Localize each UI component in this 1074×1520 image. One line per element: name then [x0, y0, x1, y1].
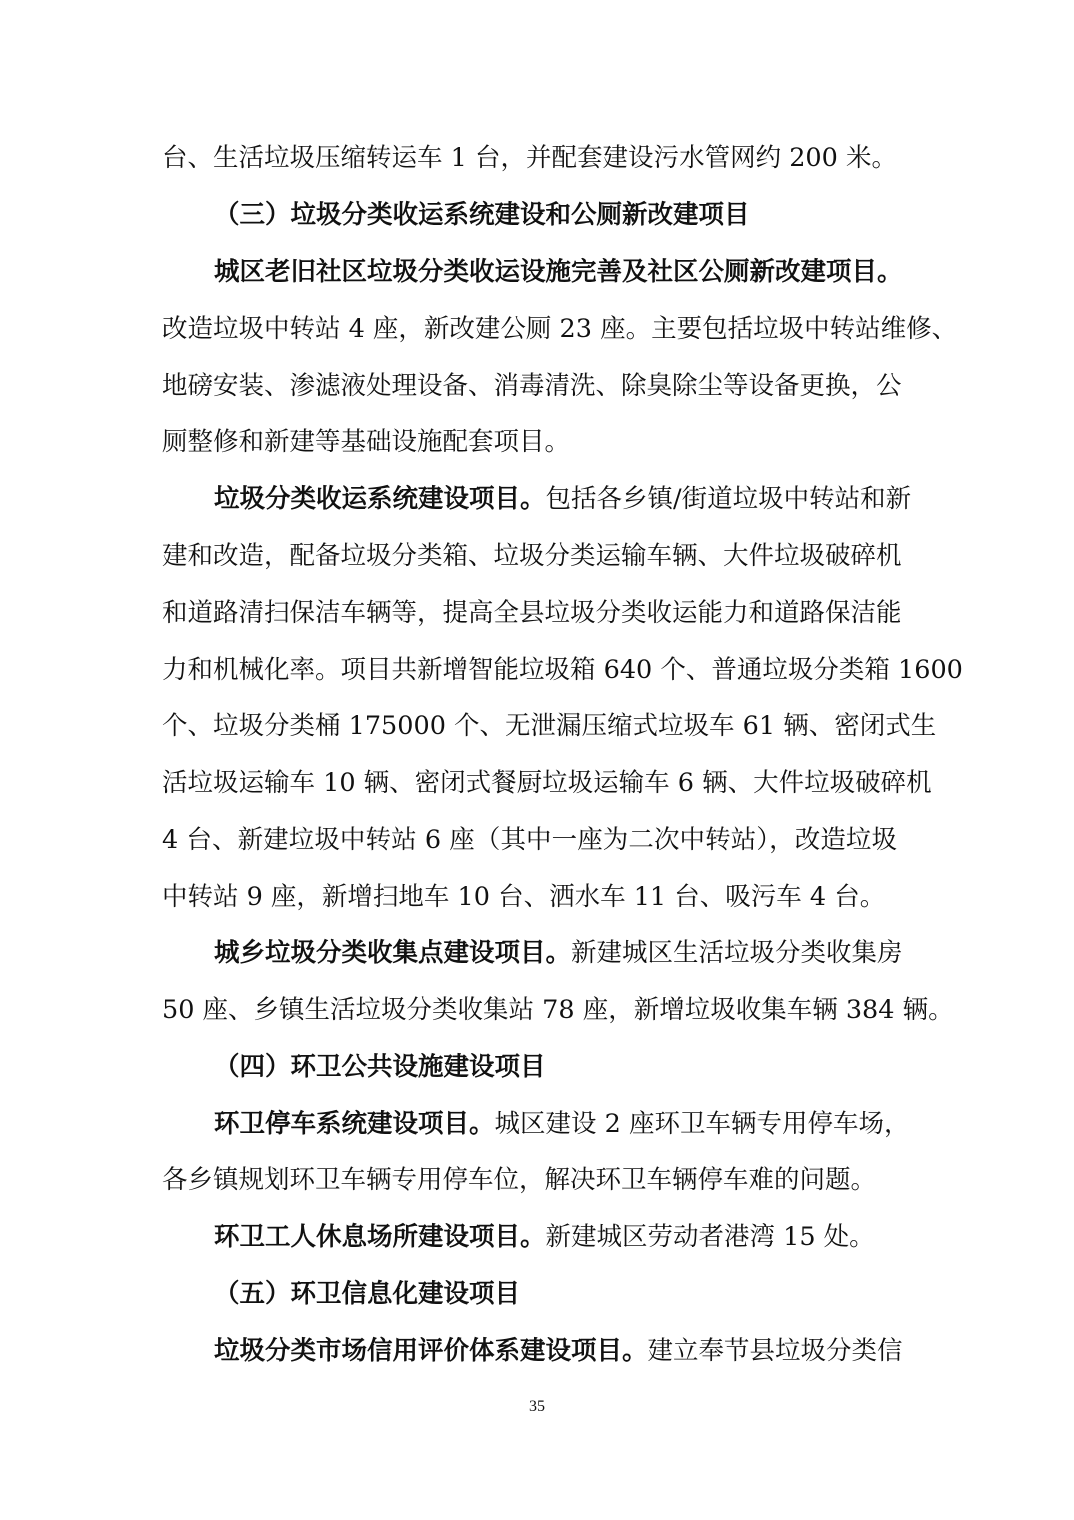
project-title: 城乡垃圾分类收集点建设项目。: [214, 938, 572, 968]
project-title: 垃圾分类收运系统建设项目。: [214, 484, 546, 514]
paragraph-line: 厕整修和新建等基础设施配套项目。: [162, 427, 571, 457]
section-heading-5: （五）环卫信息化建设项目: [214, 1279, 521, 1309]
paragraph-line: [214, 1104, 910, 1144]
paragraph-line: 和道路清扫保洁车辆等，提高全县垃圾分类收运能力和道路保洁能: [162, 598, 902, 628]
paragraph-text: 建立奉节县垃圾分类信: [647, 1336, 903, 1366]
paragraph-line: 各乡镇规划环卫车辆专用停车位，解决环卫车辆停车难的问题。: [162, 1165, 877, 1195]
paragraph-line: 地磅安装、渗滤液处理设备、消毒清洗、除臭除尘等设备更换，公: [162, 371, 902, 401]
section-heading-3: （三）垃圾分类收运系统建设和公厕新改建项目: [214, 200, 750, 230]
page-number: 35: [529, 1398, 545, 1415]
paragraph-line: 中转站 9 座，新增扫地车 10 台、洒水车 11 台、吸污车 4 台。: [162, 882, 886, 912]
paragraph-line: [214, 1217, 897, 1257]
paragraph-line: 50 座、乡镇生活垃圾分类收集站 78 座，新增垃圾收集车辆 384 辆。: [162, 995, 954, 1025]
project-title: 环卫停车系统建设项目。: [214, 1109, 495, 1139]
paragraph-line: 个、垃圾分类桶 175000 个、无泄漏压缩式垃圾车 61 辆、密闭式生: [162, 711, 937, 741]
paragraph-line: 活垃圾运输车 10 辆、密闭式餐厨垃圾运输车 6 辆、大件垃圾破碎机: [162, 768, 932, 798]
project-title: 环卫工人休息场所建设项目。: [214, 1222, 546, 1252]
paragraph-text: 新建城区生活垃圾分类收集房: [571, 938, 903, 968]
paragraph-text: 新建城区劳动者港湾 15 处。: [545, 1222, 875, 1252]
paragraph-line: 力和机械化率。项目共新增智能垃圾箱 640 个、普通垃圾分类箱 1600: [162, 655, 963, 685]
paragraph-line: 建和改造，配备垃圾分类箱、垃圾分类运输车辆、大件垃圾破碎机: [162, 541, 902, 571]
paragraph-line: [214, 479, 912, 519]
project-title: 垃圾分类市场信用评价体系建设项目。: [214, 1336, 648, 1366]
paragraph-line: 改造垃圾中转站 4 座，新改建公厕 23 座。主要包括垃圾中转站维修、: [162, 314, 958, 344]
paragraph-text: 城区建设 2 座环卫车辆专用停车场，: [494, 1109, 910, 1139]
paragraph-line: [214, 933, 903, 973]
paragraph-line: 4 台、新建垃圾中转站 6 座（其中一座为二次中转站），改造垃圾: [162, 825, 897, 855]
paragraph-line: [214, 1331, 903, 1371]
paragraph-text: 包括各乡镇/街道垃圾中转站和新: [545, 484, 912, 514]
paragraph-line: 台、生活垃圾压缩转运车 1 台，并配套建设污水管网约 200 米。: [162, 143, 897, 173]
project-title: 城区老旧社区垃圾分类收运设施完善及社区公厕新改建项目。: [214, 257, 903, 287]
section-heading-4: （四）环卫公共设施建设项目: [214, 1052, 546, 1082]
